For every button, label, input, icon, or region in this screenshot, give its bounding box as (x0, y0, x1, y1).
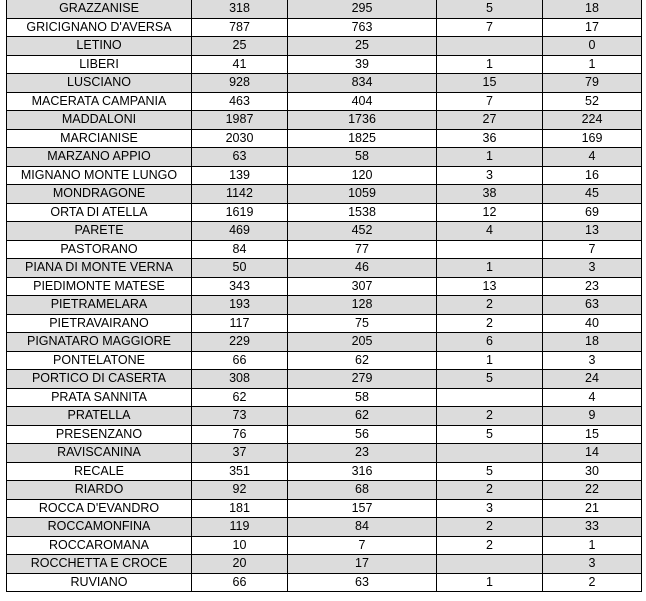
table-row (7, 222, 642, 241)
value-cell-3 (437, 37, 543, 56)
value-cell-4: 3 (543, 555, 642, 574)
value-cell-4: 69 (543, 203, 642, 222)
comune-cell: RAVISCANINA (7, 444, 192, 463)
comune-cell: GRAZZANISE (7, 0, 192, 18)
value-cell-3: 1 (437, 259, 543, 278)
value-cell-4: 24 (543, 370, 642, 389)
value-cell-2: 63 (288, 573, 437, 592)
comune-cell: LETINO (7, 37, 192, 56)
value-cell-3: 1 (437, 55, 543, 74)
value-cell-1: 20 (192, 555, 288, 574)
value-cell-4: 22 (543, 481, 642, 500)
table-row (7, 518, 642, 537)
value-cell-3: 2 (437, 536, 543, 555)
table-row (7, 18, 642, 37)
value-cell-3 (437, 555, 543, 574)
value-cell-1: 92 (192, 481, 288, 500)
value-cell-3: 7 (437, 18, 543, 37)
value-cell-1: 1619 (192, 203, 288, 222)
comune-cell: ORTA DI ATELLA (7, 203, 192, 222)
value-cell-3: 2 (437, 481, 543, 500)
comune-cell: PIETRAVAIRANO (7, 314, 192, 333)
table-row (7, 37, 642, 56)
value-cell-1: 469 (192, 222, 288, 241)
value-cell-1: 66 (192, 573, 288, 592)
value-cell-3: 1 (437, 351, 543, 370)
value-cell-3: 12 (437, 203, 543, 222)
value-cell-3: 5 (437, 462, 543, 481)
value-cell-4: 2 (543, 573, 642, 592)
value-cell-4: 13 (543, 222, 642, 241)
value-cell-1: 84 (192, 240, 288, 259)
value-cell-3: 5 (437, 0, 543, 18)
comune-cell: PASTORANO (7, 240, 192, 259)
value-cell-4: 4 (543, 388, 642, 407)
value-cell-2: 75 (288, 314, 437, 333)
value-cell-4: 63 (543, 296, 642, 315)
value-cell-2: 25 (288, 37, 437, 56)
value-cell-2: 62 (288, 407, 437, 426)
table-row (7, 277, 642, 296)
value-cell-2: 452 (288, 222, 437, 241)
value-cell-4: 224 (543, 111, 642, 130)
comune-cell: PRATA SANNITA (7, 388, 192, 407)
value-cell-4: 15 (543, 425, 642, 444)
value-cell-1: 139 (192, 166, 288, 185)
comune-cell: PIEDIMONTE MATESE (7, 277, 192, 296)
value-cell-4: 4 (543, 148, 642, 167)
value-cell-2: 56 (288, 425, 437, 444)
value-cell-1: 181 (192, 499, 288, 518)
comune-cell: RECALE (7, 462, 192, 481)
table-row (7, 481, 642, 500)
value-cell-2: 1538 (288, 203, 437, 222)
value-cell-2: 17 (288, 555, 437, 574)
value-cell-3: 13 (437, 277, 543, 296)
value-cell-3: 2 (437, 296, 543, 315)
table-row (7, 111, 642, 130)
value-cell-1: 62 (192, 388, 288, 407)
value-cell-2: 1059 (288, 185, 437, 204)
value-cell-2: 62 (288, 351, 437, 370)
value-cell-2: 279 (288, 370, 437, 389)
comune-cell: ROCCA D'EVANDRO (7, 499, 192, 518)
value-cell-2: 316 (288, 462, 437, 481)
value-cell-4: 3 (543, 351, 642, 370)
value-cell-2: 307 (288, 277, 437, 296)
value-cell-4: 1 (543, 536, 642, 555)
value-cell-4: 33 (543, 518, 642, 537)
value-cell-2: 23 (288, 444, 437, 463)
value-cell-1: 119 (192, 518, 288, 537)
value-cell-4: 40 (543, 314, 642, 333)
table-row (7, 240, 642, 259)
value-cell-1: 351 (192, 462, 288, 481)
table-row (7, 462, 642, 481)
value-cell-4: 0 (543, 37, 642, 56)
comune-cell: ROCCHETTA E CROCE (7, 555, 192, 574)
table-row (7, 259, 642, 278)
table-row (7, 74, 642, 93)
comune-cell: PIANA DI MONTE VERNA (7, 259, 192, 278)
value-cell-1: 66 (192, 351, 288, 370)
table-row (7, 351, 642, 370)
value-cell-4: 16 (543, 166, 642, 185)
value-cell-2: 84 (288, 518, 437, 537)
value-cell-3: 15 (437, 74, 543, 93)
value-cell-3: 2 (437, 314, 543, 333)
table-row (7, 185, 642, 204)
value-cell-2: 58 (288, 388, 437, 407)
table-body (7, 0, 642, 592)
value-cell-2: 1825 (288, 129, 437, 148)
value-cell-4: 52 (543, 92, 642, 111)
value-cell-1: 463 (192, 92, 288, 111)
value-cell-3: 3 (437, 166, 543, 185)
value-cell-2: 404 (288, 92, 437, 111)
table-row (7, 407, 642, 426)
table-row (7, 425, 642, 444)
value-cell-3: 3 (437, 499, 543, 518)
comune-cell: PRATELLA (7, 407, 192, 426)
value-cell-1: 37 (192, 444, 288, 463)
table-row (7, 148, 642, 167)
value-cell-4: 18 (543, 333, 642, 352)
comune-cell: PARETE (7, 222, 192, 241)
value-cell-2: 834 (288, 74, 437, 93)
value-cell-4: 79 (543, 74, 642, 93)
table-row (7, 55, 642, 74)
table-row (7, 166, 642, 185)
value-cell-4: 17 (543, 18, 642, 37)
comune-cell: LIBERI (7, 55, 192, 74)
value-cell-3: 6 (437, 333, 543, 352)
comune-cell: RIARDO (7, 481, 192, 500)
comune-cell: PORTICO DI CASERTA (7, 370, 192, 389)
value-cell-3: 4 (437, 222, 543, 241)
value-cell-2: 68 (288, 481, 437, 500)
value-cell-1: 318 (192, 0, 288, 18)
value-cell-2: 39 (288, 55, 437, 74)
comune-cell: RUVIANO (7, 573, 192, 592)
value-cell-2: 7 (288, 536, 437, 555)
value-cell-2: 58 (288, 148, 437, 167)
comune-cell: MACERATA CAMPANIA (7, 92, 192, 111)
value-cell-1: 1987 (192, 111, 288, 130)
value-cell-1: 41 (192, 55, 288, 74)
value-cell-2: 295 (288, 0, 437, 18)
value-cell-2: 763 (288, 18, 437, 37)
value-cell-1: 76 (192, 425, 288, 444)
value-cell-1: 63 (192, 148, 288, 167)
table-row (7, 573, 642, 592)
value-cell-3: 2 (437, 518, 543, 537)
value-cell-3: 5 (437, 370, 543, 389)
table-row (7, 92, 642, 111)
value-cell-2: 205 (288, 333, 437, 352)
comune-cell: MIGNANO MONTE LUNGO (7, 166, 192, 185)
table-row (7, 370, 642, 389)
value-cell-3: 2 (437, 407, 543, 426)
value-cell-3: 36 (437, 129, 543, 148)
comune-cell: ROCCAMONFINA (7, 518, 192, 537)
value-cell-4: 45 (543, 185, 642, 204)
value-cell-3: 38 (437, 185, 543, 204)
comune-cell: GRICIGNANO D'AVERSA (7, 18, 192, 37)
value-cell-1: 308 (192, 370, 288, 389)
comune-cell: ROCCAROMANA (7, 536, 192, 555)
value-cell-4: 3 (543, 259, 642, 278)
value-cell-1: 50 (192, 259, 288, 278)
value-cell-2: 157 (288, 499, 437, 518)
value-cell-2: 120 (288, 166, 437, 185)
value-cell-4: 169 (543, 129, 642, 148)
comune-cell: MADDALONI (7, 111, 192, 130)
table-row (7, 129, 642, 148)
comune-cell: MARCIANISE (7, 129, 192, 148)
table-row (7, 499, 642, 518)
value-cell-1: 343 (192, 277, 288, 296)
value-cell-3 (437, 444, 543, 463)
value-cell-1: 73 (192, 407, 288, 426)
value-cell-3 (437, 240, 543, 259)
table-row (7, 296, 642, 315)
value-cell-2: 46 (288, 259, 437, 278)
table-row (7, 388, 642, 407)
value-cell-3: 1 (437, 148, 543, 167)
value-cell-3: 27 (437, 111, 543, 130)
municipality-data-table (6, 0, 642, 592)
table-row (7, 444, 642, 463)
value-cell-1: 193 (192, 296, 288, 315)
value-cell-4: 21 (543, 499, 642, 518)
comune-cell: PIGNATARO MAGGIORE (7, 333, 192, 352)
value-cell-4: 9 (543, 407, 642, 426)
value-cell-4: 1 (543, 55, 642, 74)
value-cell-3: 1 (437, 573, 543, 592)
table-row (7, 203, 642, 222)
comune-cell: PONTELATONE (7, 351, 192, 370)
value-cell-3: 7 (437, 92, 543, 111)
comune-cell: PRESENZANO (7, 425, 192, 444)
table-row (7, 314, 642, 333)
comune-cell: MARZANO APPIO (7, 148, 192, 167)
value-cell-1: 1142 (192, 185, 288, 204)
value-cell-1: 117 (192, 314, 288, 333)
comune-cell: LUSCIANO (7, 74, 192, 93)
value-cell-1: 229 (192, 333, 288, 352)
value-cell-4: 14 (543, 444, 642, 463)
comune-cell: MONDRAGONE (7, 185, 192, 204)
value-cell-2: 1736 (288, 111, 437, 130)
comune-cell: PIETRAMELARA (7, 296, 192, 315)
value-cell-1: 25 (192, 37, 288, 56)
table-row (7, 333, 642, 352)
value-cell-1: 928 (192, 74, 288, 93)
value-cell-4: 7 (543, 240, 642, 259)
value-cell-4: 23 (543, 277, 642, 296)
value-cell-1: 787 (192, 18, 288, 37)
value-cell-2: 128 (288, 296, 437, 315)
value-cell-1: 2030 (192, 129, 288, 148)
value-cell-4: 30 (543, 462, 642, 481)
value-cell-4: 18 (543, 0, 642, 18)
value-cell-3: 5 (437, 425, 543, 444)
table-row (7, 536, 642, 555)
value-cell-3 (437, 388, 543, 407)
table-row (7, 555, 642, 574)
table-row (7, 0, 642, 18)
value-cell-2: 77 (288, 240, 437, 259)
value-cell-1: 10 (192, 536, 288, 555)
